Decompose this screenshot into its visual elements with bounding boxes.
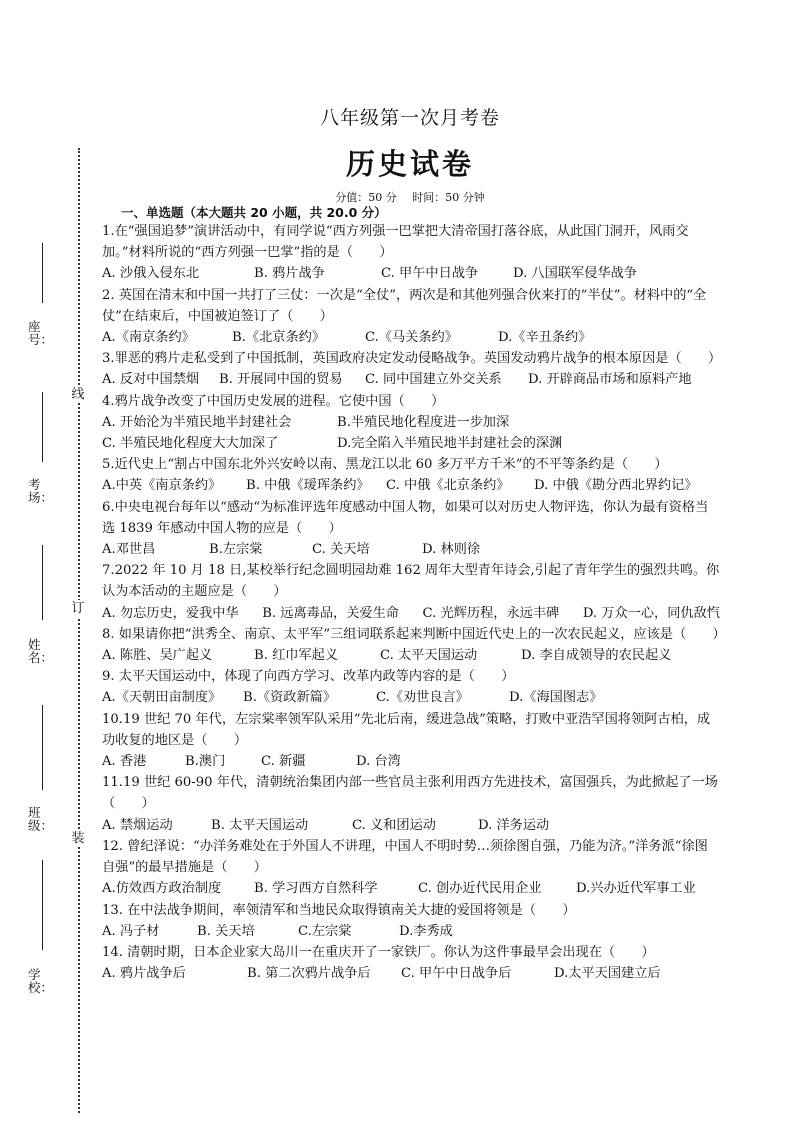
question-stem: 10.19 世纪 70 年代，左宗棠率领军队采用“先北后南，缓进急战”策略，打败中亚浩罕国将领阿古柏，成功收复的地区是（ ）	[102, 711, 711, 748]
field-rule	[42, 545, 43, 620]
option-row	[102, 815, 720, 836]
cut-word-line: 线	[69, 386, 87, 403]
question-stem: 4.鸦片战争改变了中国历史发展的进程。它使中国（ ）	[102, 393, 445, 409]
option-row	[102, 921, 720, 942]
binding-dotted-line	[78, 148, 80, 1113]
option-d[interactable]: D. 八国联军侵华战争	[513, 266, 637, 282]
option-b[interactable]: B.《北京条约》	[232, 330, 326, 346]
option-b[interactable]: B. 关天培	[197, 923, 255, 939]
question-item	[102, 497, 720, 561]
option-row	[102, 539, 720, 560]
option-d[interactable]: D.《辛丑条约》	[498, 330, 592, 346]
option-row	[102, 433, 720, 454]
option-b[interactable]: B. 中俄《瑷珲条约》	[246, 478, 370, 494]
option-a[interactable]: A. 香港	[102, 754, 147, 770]
option-row	[102, 751, 720, 772]
option-b[interactable]: B. 第二次鸦片战争后	[247, 966, 371, 982]
option-c[interactable]: C. 太平天国运动	[380, 648, 478, 664]
option-b[interactable]: B.左宗棠	[209, 542, 263, 558]
option-d[interactable]: D. 台湾	[356, 754, 401, 770]
option-d[interactable]: D. 万众一心，同仇敌忾	[582, 605, 720, 621]
option-d[interactable]: D.完全陷入半殖民地半封建社会的深渊	[337, 436, 563, 452]
field-rule	[42, 243, 43, 303]
option-row	[102, 963, 720, 984]
option-c[interactable]: C. 关天培	[312, 542, 370, 558]
option-a[interactable]: A. 禁烟运动	[102, 817, 173, 833]
option-row	[102, 412, 720, 433]
question-item	[102, 836, 720, 900]
option-row	[102, 687, 720, 708]
option-row	[102, 878, 720, 899]
option-c[interactable]: C. 甲午中日战争	[381, 266, 479, 282]
question-stem: 1.在“强国追梦”演讲活动中，有同学说“西方列强一巴掌把大清帝国打落谷底，从此国门洞开，风雨交加。”材料所说的“西方列强一巴掌”指的是（ ）	[102, 224, 689, 261]
field-rule	[42, 705, 43, 790]
question-stem: 3.罪恶的鸦片走私受到了中国抵制，英国政府决定发动侵略战争。英国发动鸦片战争的根本原因是（ ）	[102, 351, 722, 367]
option-b[interactable]: B. 远离毒品，关爱生命	[262, 605, 399, 621]
option-d[interactable]: D.《海国图志》	[509, 690, 603, 706]
option-row	[102, 369, 720, 390]
option-d[interactable]: D.兴办近代军事工业	[576, 881, 696, 897]
option-a[interactable]: A. 开始沦为半殖民地半封建社会	[102, 414, 292, 430]
field-label-school: 学校：	[28, 967, 54, 995]
question-item	[102, 624, 726, 666]
option-c[interactable]: C. 创办近代民用企业	[418, 881, 542, 897]
option-a[interactable]: A.邓世昌	[102, 542, 156, 558]
option-d[interactable]: D. 中俄《勘分西北界约记》	[534, 478, 698, 494]
exam-title: 历史试卷	[345, 147, 474, 181]
option-c[interactable]: C. 中俄《北京条约》	[386, 478, 510, 494]
option-c[interactable]: C.《马关条约》	[365, 330, 458, 346]
option-b[interactable]: B. 鸦片战争	[254, 266, 325, 282]
option-c[interactable]: C. 半殖民地化程度大大加深了	[102, 436, 279, 452]
field-rule	[42, 392, 43, 462]
option-a[interactable]: A.仿效西方政治制度	[102, 881, 222, 897]
question-stem: 7.2022 年 10 月 18 日,某校举行纪念圆明园劫难 162 周年大型青年诗会,引起了青年学生的强烈共鸣。你认为本活动的主题应是（ ）	[102, 563, 720, 600]
field-rule	[42, 860, 43, 950]
option-a[interactable]: A. 鸦片战争后	[102, 966, 186, 982]
question-item	[102, 454, 720, 496]
question-stem: 2. 英国在清末和中国一共打了三仗：一次是“全仗”，两次是和其他列强合伙来打的“半仗”。材料中的“全仗”在结束后，中国被迫签订了（ ）	[102, 287, 707, 324]
option-d[interactable]: D. 开辟商品市场和原料产地	[528, 372, 692, 388]
option-a[interactable]: A.《南京条约》	[102, 330, 195, 346]
option-row	[102, 603, 720, 624]
question-item	[102, 772, 720, 836]
question-stem: 12. 曾纪泽说：“办洋务难处在于外国人不讲理，中国人不明时势…须徐图自强，乃能为济。”洋务派“徐图自强”的最早措施是（ ）	[102, 838, 708, 876]
question-item	[102, 942, 720, 984]
option-b[interactable]: B.半殖民地化程度进一步加深	[337, 414, 510, 430]
question-item	[102, 709, 720, 773]
question-item	[102, 348, 720, 390]
option-row	[102, 263, 720, 284]
exam-header	[100, 103, 720, 205]
section-heading: 一、单选题（本大题共 20 小题，共 20.0 分）	[121, 205, 387, 220]
question-stem: 13. 在中法战争期间，率领清军和当地民众取得镇南关大捷的爱国将领是（ ）	[102, 902, 576, 918]
field-label-name: 姓名：	[28, 637, 54, 665]
option-a[interactable]: A.《天朝田亩制度》	[102, 690, 222, 706]
question-item	[102, 285, 720, 349]
option-b[interactable]: B. 开展同中国的贸易	[219, 372, 343, 388]
option-d[interactable]: D. 李自成领导的农民起义	[521, 648, 672, 664]
cut-word-pack: 装	[69, 830, 87, 847]
field-label-class: 班级：	[28, 805, 54, 833]
question-stem: 5.近代史上“割占中国东北外兴安岭以南、黑龙江以北 60 多万平方千米”的不平等条约是（ ）	[102, 457, 668, 473]
option-b[interactable]: B.澳门	[185, 754, 226, 770]
option-a[interactable]: A. 勿忘历史，爱我中华	[102, 605, 239, 621]
option-b[interactable]: B. 学习西方自然科学	[254, 881, 378, 897]
exam-score: 分值：50 分	[335, 191, 397, 204]
question-item	[102, 666, 720, 708]
option-c[interactable]: C. 新疆	[261, 754, 306, 770]
option-c[interactable]: C. 甲午中日战争后	[401, 966, 512, 982]
question-item	[102, 221, 720, 285]
option-d[interactable]: D. 林则徐	[422, 542, 481, 558]
option-d[interactable]: D. 洋务运动	[478, 817, 550, 833]
option-b[interactable]: B.《资政新篇》	[243, 690, 337, 706]
cut-word-bind: 订	[69, 600, 87, 617]
question-stem: 14. 清朝时期，日本企业家大岛川一在重庆开了一家铁厂。你认为这件事最早会出现在（ ）	[102, 944, 655, 960]
question-stem: 9. 太平天国运动中，体现了向西方学习、改革内政等内容的是（ ）	[102, 669, 515, 685]
binding-margin	[0, 0, 100, 1123]
field-label-room: 考场：	[28, 477, 54, 505]
field-label-seat: 座号：	[28, 319, 54, 347]
option-a[interactable]: A. 反对中国禁烟	[102, 372, 200, 388]
option-b[interactable]: B. 红巾军起义	[254, 648, 339, 664]
option-c[interactable]: C. 同中国建立外交关系	[365, 372, 502, 388]
option-c[interactable]: C. 义和团运动	[352, 817, 436, 833]
question-list	[102, 221, 726, 984]
question-item	[102, 560, 720, 624]
option-d[interactable]: D.太平天国建立后	[554, 966, 661, 982]
option-c[interactable]: C.左宗棠	[298, 923, 352, 939]
exam-time: 时间：50 分钟	[412, 191, 485, 204]
option-d[interactable]: D.李秀成	[399, 923, 453, 939]
option-a[interactable]: A.中英《南京条约》	[102, 478, 222, 494]
option-row	[102, 327, 720, 348]
option-row	[102, 475, 720, 496]
question-stem: 8. 如果请你把“洪秀全、南京、太平军”三组词联系起来判断中国近代史上的一次农民起义，应该是（ ）	[102, 626, 726, 642]
exam-subtitle: 八年级第一次月考卷	[319, 107, 500, 129]
question-item	[102, 900, 720, 942]
question-stem: 6.中央电视台每年以“感动“为标准评选年度感动中国人物，如果可以对历史人物评选，你认为最有资格当选 1839 年感动中国人物的应是（ ）	[102, 499, 709, 536]
option-row	[102, 645, 720, 666]
question-item	[102, 391, 720, 455]
option-b[interactable]: B. 太平天国运动	[211, 817, 309, 833]
option-a[interactable]: A. 冯子材	[102, 923, 160, 939]
option-c[interactable]: C. 光辉历程，永远丰碑	[422, 605, 560, 621]
option-a[interactable]: A. 沙俄入侵东北	[102, 266, 200, 282]
option-a[interactable]: A. 陈胜、吴广起义	[102, 648, 213, 664]
option-c[interactable]: C.《劝世良言》	[376, 690, 469, 706]
question-stem: 11.19 世纪 60-90 年代，清朝统治集团内部一些官员主张利用西方先进技术，富国强兵，为此掀起了一场（ ）	[102, 775, 718, 812]
